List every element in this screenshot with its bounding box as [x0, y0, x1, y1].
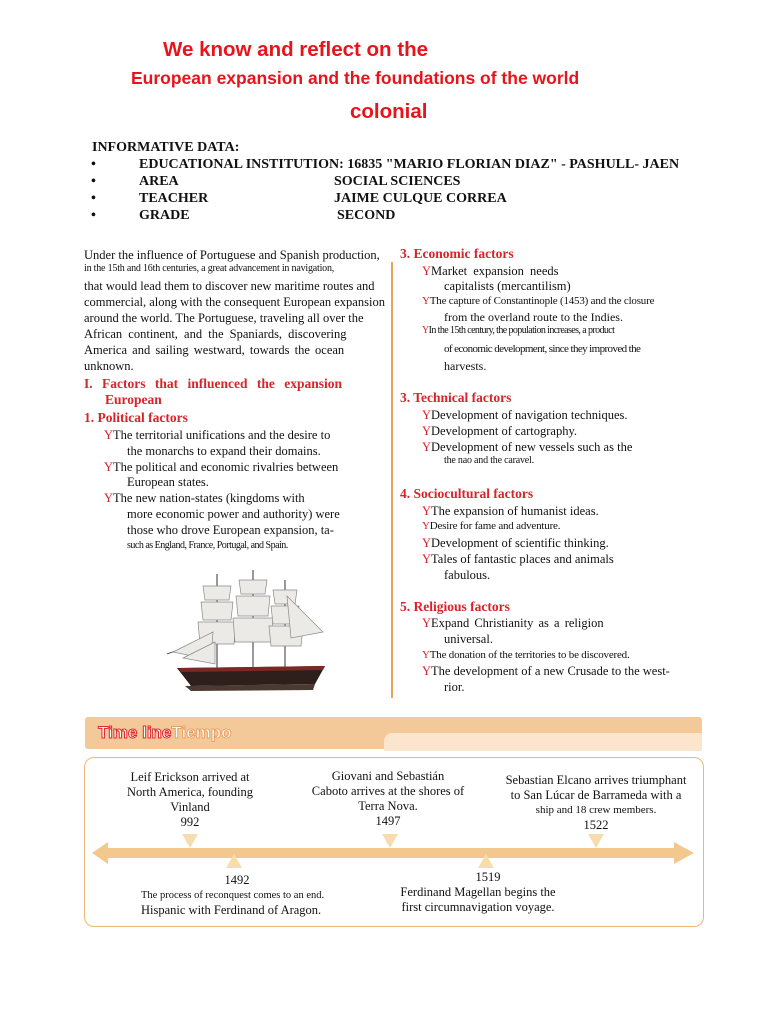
bullet-icon: Y	[422, 325, 429, 336]
bullet-icon: Y	[422, 424, 432, 438]
info-teacher-label: TEACHER	[139, 191, 209, 206]
intro-line: America and sailing westward, towards the ocean	[84, 343, 345, 357]
info-bullet: •	[91, 174, 96, 189]
info-grade-value: SECOND	[337, 208, 396, 223]
religious-heading: 5. Religious factors	[400, 599, 510, 614]
list-item-cont: of economic development, since they improved the	[444, 343, 641, 355]
timeline-event-992: Leif Erickson arrived at North America, founding Vinland 992	[126, 770, 254, 829]
list-item-cont: fabulous.	[444, 568, 491, 582]
info-grade-label: GRADE	[139, 208, 190, 223]
page-subtitle-end: colonial	[350, 100, 428, 123]
political-heading: 1. Political factors	[84, 410, 188, 425]
bullet-icon: Y	[422, 536, 432, 550]
timeline-header-accent	[384, 733, 702, 751]
list-item-cont: those who drove European expansion, ta-	[127, 523, 334, 537]
list-item: YThe expansion of humanist ideas.	[422, 504, 599, 518]
intro-line: African continent, and the Spaniards, discovering	[84, 327, 347, 341]
list-item: YThe new nation-states (kingdoms with	[104, 491, 305, 505]
sociocultural-heading: 4. Sociocultural factors	[400, 486, 534, 501]
list-item-cont: the nao and the caravel.	[444, 455, 534, 466]
info-area-label: AREA	[139, 174, 179, 189]
timeline-event-1519: 1519 Ferdinand Magellan begins the first circumnavigation voyage.	[400, 870, 556, 914]
timeline-arrow	[88, 832, 698, 876]
list-item: YDesire for fame and adventure.	[422, 520, 561, 532]
list-item: YThe political and economic rivalries between	[104, 460, 339, 474]
info-institution: EDUCATIONAL INSTITUTION: 16835 "MARIO FLORIAN DIAZ" - PASHULL- JAEN	[139, 157, 680, 172]
bullet-icon: Y	[104, 428, 114, 442]
list-item: YThe territorial unifications and the desire to	[104, 428, 331, 442]
page-title: We know and reflect on the	[163, 38, 429, 61]
list-item: YExpand Christianity as a religion	[422, 616, 604, 630]
marker-992	[182, 834, 198, 848]
bullet-icon: Y	[422, 664, 432, 678]
list-item: YThe capture of Constantinople (1453) and the closure	[422, 295, 655, 307]
timeline-event-1497: Giovani and Sebastián Caboto arrives at the shores of Terra Nova. 1497	[311, 769, 465, 828]
bullet-icon: Y	[422, 295, 430, 307]
intro-line: that would lead them to discover new maritime routes and	[84, 279, 375, 293]
technical-heading: 3. Technical factors	[400, 390, 512, 405]
timeline-event-1492: 1492	[224, 873, 250, 887]
bullet-icon: Y	[422, 649, 430, 661]
bullet-icon: Y	[422, 616, 432, 630]
info-bullet: •	[91, 208, 96, 223]
list-item-cont: more economic power and authority) were	[127, 507, 340, 521]
bullet-icon: Y	[422, 520, 430, 532]
intro-line: in the 15th and 16th centuries, a great advancement in navigation,	[84, 263, 335, 274]
list-item-cont: the monarchs to expand their domains.	[127, 444, 321, 458]
list-item: YMarket expansion needs	[422, 264, 559, 278]
intro-line: around the world. The Portuguese, traveling all over the	[84, 311, 364, 325]
list-item-cont: universal.	[444, 632, 493, 646]
list-item-cont: capitalists (mercantilism)	[444, 279, 571, 293]
list-item: YDevelopment of scientific thinking.	[422, 536, 609, 550]
bullet-icon: Y	[104, 491, 114, 505]
ship-illustration	[165, 566, 335, 700]
list-item: YDevelopment of navigation techniques.	[422, 408, 628, 422]
list-item-cont: such as England, France, Portugal, and Spain.	[127, 540, 288, 551]
list-item: YThe development of a new Crusade to the west-	[422, 664, 670, 678]
list-item-cont: harvests.	[444, 359, 487, 373]
list-item: YDevelopment of cartography.	[422, 424, 578, 438]
timeline-title: Time lineTiempo	[98, 723, 232, 742]
timeline-event-1522: Sebastian Elcano arrives triumphant to San Lúcar de Barrameda with a ship and 18 crew members. 1522	[505, 773, 687, 832]
info-bullet: •	[91, 191, 96, 206]
list-item: YTales of fantastic places and animals	[422, 552, 614, 566]
bullet-icon: Y	[104, 460, 114, 474]
intro-line: unknown.	[84, 359, 134, 373]
bullet-icon: Y	[422, 408, 432, 422]
list-item-cont: rior.	[444, 680, 465, 694]
page-subtitle: European expansion and the foundations of the world	[131, 68, 580, 88]
info-bullet: •	[91, 157, 96, 172]
section-heading-cont: European	[105, 392, 162, 407]
bullet-icon: Y	[422, 440, 432, 454]
list-item-cont: from the overland route to the Indies.	[444, 310, 623, 324]
column-divider	[391, 262, 393, 698]
intro-line: Under the influence of Portuguese and Spanish production,	[84, 248, 380, 262]
list-item: YIn the 15th century, the population increases, a product	[422, 325, 615, 336]
timeline-event-1492-text: The process of reconquest comes to an end. Hispanic with Ferdinand of Aragon.	[141, 890, 325, 917]
bullet-icon: Y	[422, 264, 432, 278]
bullet-icon: Y	[422, 504, 432, 518]
info-teacher-value: JAIME CULQUE CORREA	[334, 191, 507, 206]
section-heading: I. Factors that influenced the expansion	[84, 376, 343, 391]
economic-heading: 3. Economic factors	[400, 246, 514, 261]
list-item: YThe donation of the territories to be discovered.	[422, 649, 630, 661]
bullet-icon: Y	[422, 552, 432, 566]
intro-line: commercial, along with the consequent European expansion	[84, 295, 385, 309]
info-heading: INFORMATIVE DATA:	[92, 140, 240, 155]
list-item-cont: European states.	[127, 475, 209, 489]
marker-1522	[588, 834, 604, 848]
info-area-value: SOCIAL SCIENCES	[334, 174, 461, 189]
marker-1497	[382, 834, 398, 848]
list-item: YDevelopment of new vessels such as the	[422, 440, 633, 454]
